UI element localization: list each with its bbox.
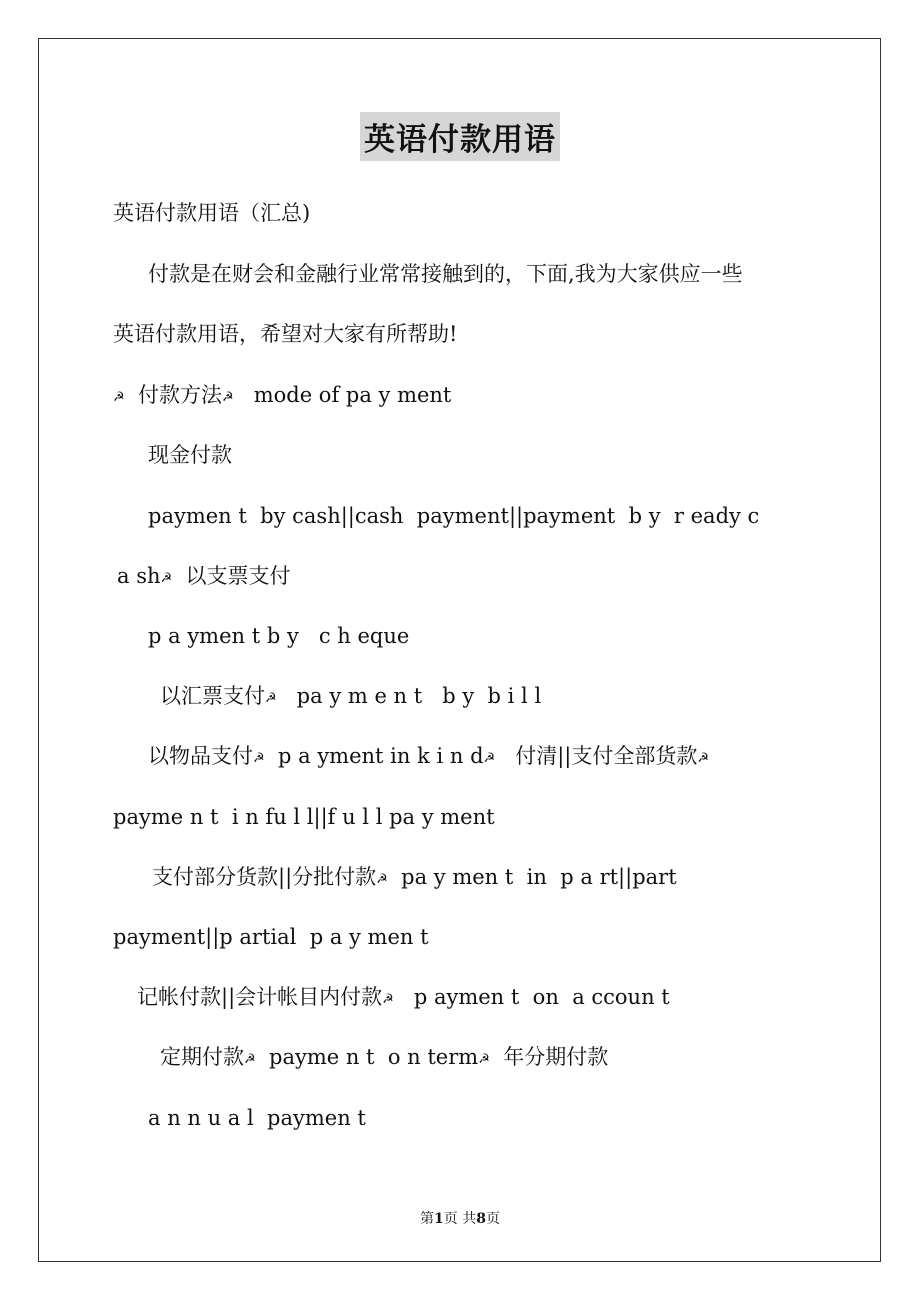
page-footer <box>0 1208 920 1228</box>
footer-total-pages: 8 <box>476 1211 486 1227</box>
footer-mid: 页 共 <box>443 1211 477 1227</box>
document-title: 英语付款用语 <box>360 112 560 161</box>
term-line <box>160 1047 608 1068</box>
term-text: 定期付款 <box>160 1045 244 1069</box>
term-line <box>113 385 451 406</box>
intro-line-2: 英语付款用语，希望对大家有所帮助! <box>113 322 458 346</box>
intro-line-1: 付款是在财会和金融行业常常接触到的，下面,我为大家供应一些 <box>148 262 743 286</box>
term-text: mode of pa y ment <box>233 383 452 407</box>
term-text: pa y men t in p a rt||part <box>387 865 677 889</box>
term-text: 记帐付款||会计帐目内付款 <box>137 985 383 1009</box>
bullet-mark-icon: ☭ <box>222 390 234 405</box>
term-line <box>117 566 291 587</box>
footer-prefix: 第 <box>420 1211 435 1227</box>
bullet-mark-icon: ☭ <box>382 992 394 1007</box>
bullet-mark-icon: ☭ <box>113 390 125 405</box>
term-text: 年分期付款 <box>489 1045 609 1069</box>
term-line <box>148 506 759 527</box>
term-line <box>148 626 409 647</box>
term-text: paymen t by cash||cash payment||payment b y r eady c <box>148 504 760 528</box>
bullet-mark-icon: ☭ <box>697 751 710 766</box>
term-text: 付清||支付全部货款 <box>495 744 698 768</box>
term-text: a n n u a l paymen t <box>148 1106 366 1130</box>
term-text: payme n t i n fu l l||f u l l pa y ment <box>113 805 495 829</box>
term-text: 以汇票支付 <box>160 684 265 708</box>
term-text: a sh <box>117 564 161 588</box>
bullet-mark-icon: ☭ <box>483 751 496 766</box>
bullet-mark-icon: ☭ <box>265 691 277 706</box>
term-line <box>148 1108 366 1129</box>
term-text: 支付部分货款||分批付款 <box>152 865 377 889</box>
term-line <box>148 746 709 767</box>
term-line <box>152 867 677 888</box>
term-text: 以支票支付 <box>172 564 291 588</box>
term-text: p aymen t on a ccoun t <box>393 985 670 1009</box>
term-line <box>137 987 670 1008</box>
term-text: payme n t o n term <box>255 1045 479 1069</box>
term-text: pa y m e n t b y b i l l <box>276 684 542 708</box>
bullet-mark-icon: ☭ <box>253 751 265 766</box>
term-text: 现金付款 <box>148 443 232 467</box>
term-line <box>113 927 429 948</box>
term-text: 以物品支付 <box>148 744 253 768</box>
term-text: 付款方法 <box>124 383 223 407</box>
term-line <box>160 686 541 707</box>
term-text: payment||p artial p a y men t <box>113 925 429 949</box>
bullet-mark-icon: ☭ <box>478 1052 490 1067</box>
bullet-mark-icon: ☭ <box>376 872 388 887</box>
footer-page-number: 1 <box>434 1211 444 1227</box>
footer-suffix: 页 <box>485 1211 500 1227</box>
term-text: p a yment in k i n d <box>264 744 484 768</box>
term-text: p a ymen t b y c h eque <box>148 624 410 648</box>
document-title-wrap <box>0 112 920 161</box>
bullet-mark-icon: ☭ <box>244 1052 256 1067</box>
term-line <box>113 807 495 828</box>
term-line <box>148 445 232 466</box>
subtitle: 英语付款用语（汇总) <box>113 201 311 225</box>
bullet-mark-icon: ☭ <box>160 571 173 586</box>
